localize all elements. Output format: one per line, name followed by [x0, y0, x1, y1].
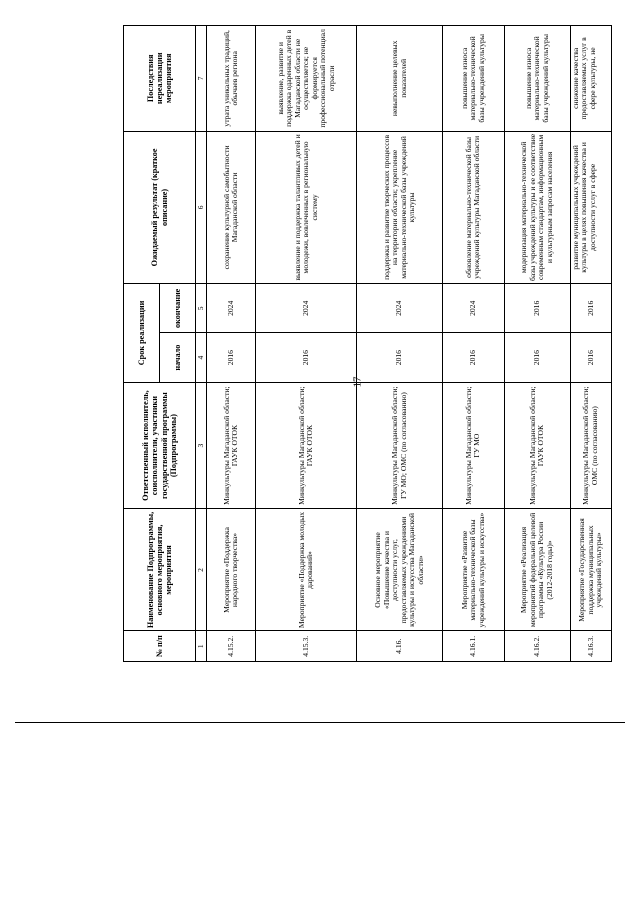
row-start: 2016: [357, 333, 443, 382]
row-start: 2016: [207, 333, 256, 382]
table-row: [570, 26, 611, 662]
row-name: Мероприятие «Развитие материально-технической базы учреждений культуры и искусства»: [442, 509, 504, 631]
table-row: [504, 26, 570, 662]
header-period: Срок реализации: [124, 284, 160, 383]
row-start: 2016: [442, 333, 504, 382]
row-num: 4.16.3.: [570, 631, 611, 662]
row-result: развитие муниципальных учреждений культуры в целях повышения качества и доступности услуг в сфере: [570, 131, 611, 284]
row-start: 2016: [504, 333, 570, 382]
row-name: Мероприятие «Реализация мероприятий федеральной целевой программы «Культура России (2012-2018 годы)»: [504, 509, 570, 631]
col-index: 2: [196, 509, 207, 631]
row-consequences: выявление, развитие и поддержка одаренных детей в Магаданской области не осуществляется; не формируется профессиональный потенциал отрасли: [256, 26, 357, 132]
row-name: Мероприятие «Поддержка молодых дарований»: [256, 509, 357, 631]
row-end: 2016: [504, 284, 570, 333]
row-result: поддержка и развитие творческих процессов на территории области; укрепление материально-технической базы учреждений культуры: [357, 131, 443, 284]
row-consequences: повышение износа материально-технической базы учреждений культуры: [442, 26, 504, 132]
col-index: 7: [196, 26, 207, 132]
col-index: 4: [196, 333, 207, 382]
row-result: модернизация материально-технической базы учреждений культуры и ее соответствие современным стандартам, информационным и культурным запросам населения: [504, 131, 570, 284]
row-num: 4.16.2.: [504, 631, 570, 662]
row-responsible: Минкультуры Магаданской области; ГАУК ОТОК: [207, 382, 256, 509]
header-responsible: Ответственный исполнитель, соисполнители, участники государственной программы (Подпрограммы): [124, 382, 196, 509]
row-responsible: Минкультуры Магаданской области; ГУ МО; ОМС (по согласованию): [357, 382, 443, 509]
row-end: 2024: [256, 284, 357, 333]
header-num: № п/п: [124, 631, 196, 662]
col-index: 5: [196, 284, 207, 333]
row-end: 2016: [570, 284, 611, 333]
table-row: [442, 26, 504, 662]
row-responsible: Минкультуры Магаданской области; ГУ МО: [442, 382, 504, 509]
row-consequences: снижение качества предоставляемых услуг в сфере культуры, не: [570, 26, 611, 132]
row-name: Мероприятие «Поддержка народного творчества»: [207, 509, 256, 631]
row-result: обновление материально-технической базы учреждений культуры Магаданской области: [442, 131, 504, 284]
col-index: 1: [196, 631, 207, 662]
header-start: начало: [160, 333, 196, 382]
row-responsible: Минкультуры Магаданской области; ГАУК ОТОК: [504, 382, 570, 509]
row-end: 2024: [207, 284, 256, 333]
row-num: 4.16.1.: [442, 631, 504, 662]
row-result: выявление и поддержка талантливых детей и молодежи, вовлеченных в региональную систему: [256, 131, 357, 284]
page-divider-line: [15, 722, 625, 723]
row-consequences: невыполнение целевых показателей: [357, 26, 443, 132]
row-start: 2016: [570, 333, 611, 382]
table-row: [357, 26, 443, 662]
table-row: [256, 26, 357, 662]
row-num: 4.15.3.: [256, 631, 357, 662]
measures-table: [123, 25, 612, 662]
row-end: 2024: [357, 284, 443, 333]
table-row: [207, 26, 256, 662]
row-name: Мероприятие «Государственная поддержка муниципальных учреждений культуры»: [570, 509, 611, 631]
header-consequences: Последствия нереализации мероприятия: [124, 26, 196, 132]
header-name: Наименование Подпрограммы, основного мероприятия, мероприятия: [124, 509, 196, 631]
row-end: 2024: [442, 284, 504, 333]
header-result: Ожидаемый результат (краткое описание): [124, 131, 196, 284]
row-responsible: Минкультуры Магаданской области; ОМС (по согласованию): [570, 382, 611, 509]
col-index: 3: [196, 382, 207, 509]
row-name: Основное мероприятие «Повышение качества и доступности услуг, предоставляемых учреждениями культуры и искусства Магаданской области»: [357, 509, 443, 631]
row-consequences: утрата уникальных традиций, обычаев региона: [207, 26, 256, 132]
page-number: 17: [351, 376, 364, 388]
row-responsible: Минкультуры Магаданской области; ГАУК ОТОК: [256, 382, 357, 509]
row-result: сохранение культурной самобытности Магаданской области: [207, 131, 256, 284]
row-start: 2016: [256, 333, 357, 382]
row-num: 4.16.: [357, 631, 443, 662]
col-index: 6: [196, 131, 207, 284]
rotated-table-container: [123, 25, 612, 662]
header-end: окончание: [160, 284, 196, 333]
row-num: 4.15.2.: [207, 631, 256, 662]
row-consequences: повышение износа материально-технической базы учреждений культуры: [504, 26, 570, 132]
